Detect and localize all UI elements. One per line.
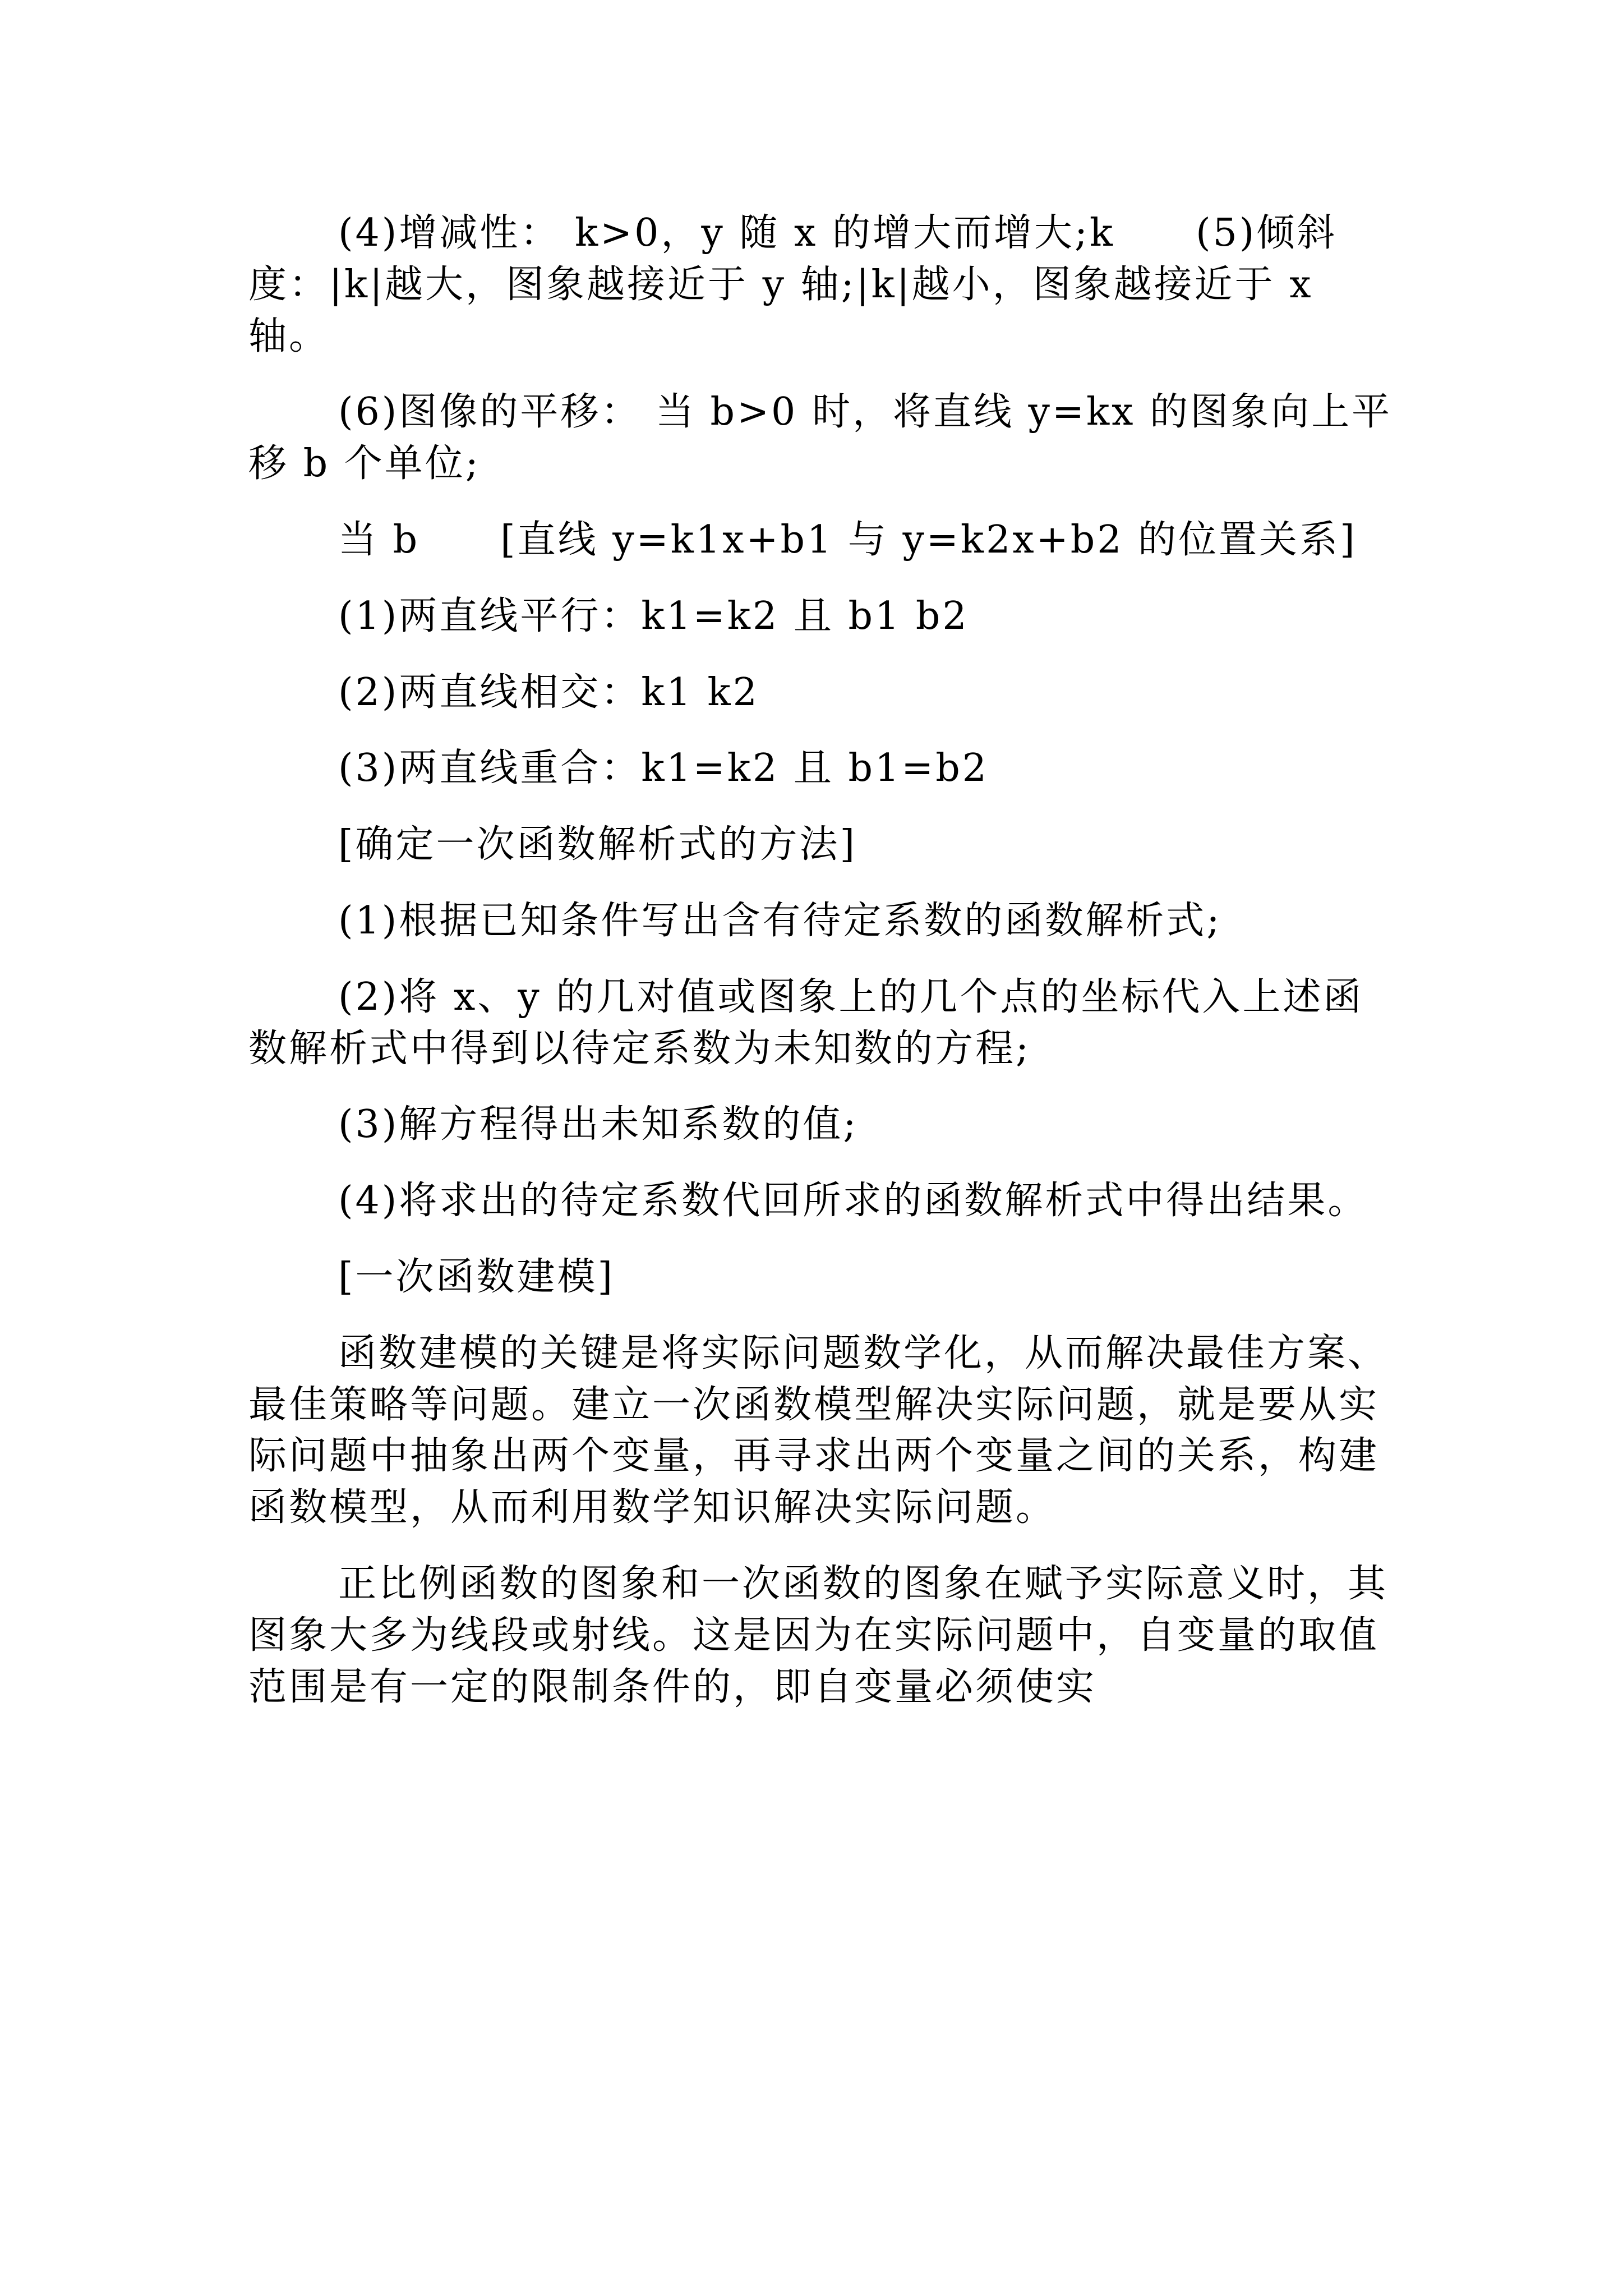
paragraph-monotonicity-slope: (4)增减性： k>0，y 随 x 的增大而增大;k (5)倾斜度：|k|越大，图象越接近于 y 轴;|k|越小，图象越接近于 x 轴。: [248, 211, 1338, 358]
paragraph-intersecting-lines: (2)两直线相交：k1 k2: [338, 670, 759, 715]
paragraph-method-step-3: (3)解方程得出未知系数的值;: [338, 1102, 859, 1147]
paragraph-line-relation-heading: 当 b [直线 y=k1x+b1 与 y=k2x+b2 的位置关系]: [338, 517, 1357, 562]
paragraph-method-heading: [确定一次函数解析式的方法]: [338, 822, 857, 867]
paragraph-modeling-heading: [一次函数建模]: [338, 1254, 615, 1299]
paragraph-method-step-4: (4)将求出的待定系数代回所求的函数解析式中得出结果。: [338, 1179, 1368, 1223]
paragraph-modeling-description: 函数建模的关键是将实际问题数学化，从而解决最佳方案、最佳策略等问题。建立一次函数模型解决实际问题，就是要从实际问题中抽象出两个变量，再寻求出两个变量之间的关系，构建函数模型，从而利用数学知识解决实际问题。: [248, 1331, 1389, 1530]
paragraph-proportional-function: 正比例函数的图象和一次函数的图象在赋予实际意义时，其图象大多为线段或射线。这是因为在实际问题中，自变量的取值范围是有一定的限制条件的，即自变量必须使实: [248, 1561, 1389, 1709]
paragraph-translation: (6)图像的平移： 当 b>0 时，将直线 y=kx 的图象向上平移 b 个单位;: [248, 390, 1393, 486]
paragraph-method-step-2: (2)将 x、y 的几对值或图象上的几个点的坐标代入上述函数解析式中得到以待定系数为未知数的方程;: [248, 974, 1364, 1071]
paragraph-coincident-lines: (3)两直线重合：k1=k2 且 b1=b2: [338, 746, 989, 791]
paragraph-method-step-1: (1)根据已知条件写出含有待定系数的函数解析式;: [338, 898, 1222, 943]
document-body: [248, 208, 1393, 1713]
paragraph-parallel-lines: (1)两直线平行：k1=k2 且 b1 b2: [338, 593, 969, 638]
